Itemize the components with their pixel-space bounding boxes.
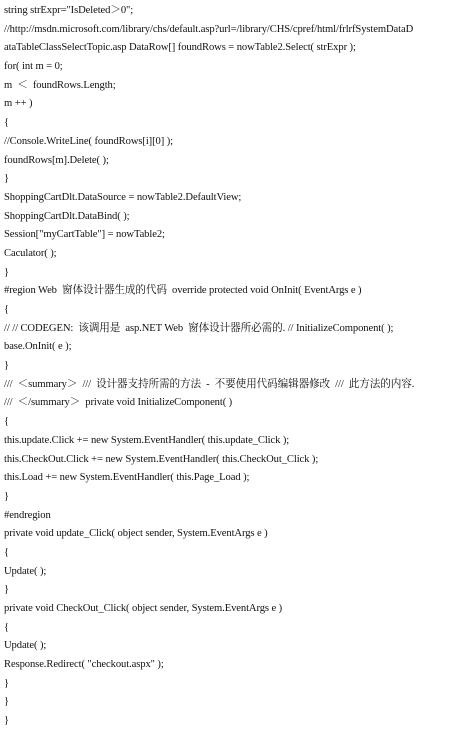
code-line: { [4, 546, 9, 558]
code-line: ShoppingCartDlt.DataSource = nowTable2.DefaultView; [4, 191, 242, 203]
code-line: /// ＜/summary＞ private void InitializeComponent( ) [4, 397, 233, 409]
code-line: private void CheckOut_Click( object sender, System.EventArgs e ) [4, 603, 283, 614]
code-line: m ＜ foundRows.Length; [4, 79, 116, 91]
code-line: #region Web 窗体设计器生成的代码 override protected void OnInit( EventArgs e ) [4, 285, 362, 297]
code-line: } [4, 173, 9, 185]
code-line: } [4, 584, 9, 596]
code-line: string strExpr="IsDeleted＞0"; [4, 5, 134, 16]
code-line: Response.Redirect( "checkout.aspx" ); [4, 659, 164, 671]
code-line: { [4, 621, 9, 633]
code-line: //http://msdn.microsoft.com/library/chs/default.asp?url=/library/CHS/cpref/html/frlrfSystemDataD [4, 23, 414, 35]
code-line: Update( ); [4, 640, 47, 652]
code-line: //Console.WriteLine( foundRows[i][0] ); [4, 135, 173, 147]
code-line: } [4, 677, 9, 689]
code-line: { [4, 416, 9, 428]
code-line: base.OnInit( e ); [4, 341, 72, 353]
code-line: Update( ); [4, 565, 47, 577]
code-line: this.Load += new System.EventHandler( this.Page_Load ); [4, 472, 250, 484]
code-line: /// ＜summary＞ /// 设计器支持所需的方法 - 不要使用代码编辑器修改 /// 此方法的内容. [4, 378, 415, 390]
code-line: this.update.Click += new System.EventHandler( this.update_Click ); [4, 434, 290, 446]
code-line: foundRows[m].Delete( ); [4, 154, 109, 166]
code-line: private void update_Click( object sender, System.EventArgs e ) [4, 528, 268, 540]
code-line: #endregion [4, 509, 51, 521]
code-line: } [4, 360, 9, 372]
code-line: } [4, 490, 9, 502]
code-document [4, 2, 460, 731]
code-line: Session["myCartTable"] = nowTable2; [4, 229, 165, 241]
code-line: { [4, 304, 9, 315]
code-line: m ++ ) [4, 98, 33, 110]
code-line: } [4, 266, 9, 278]
code-line: Caculator( ); [4, 247, 57, 259]
code-line: for( int m = 0; [4, 61, 63, 73]
code-line: // // CODEGEN: 该调用是 asp.NET Web 窗体设计器所必需的. // InitializeComponent( ); [4, 322, 394, 334]
code-line: } [4, 696, 9, 708]
code-line: ataTableClassSelectTopic.asp DataRow[] foundRows = nowTable2.Select( strExpr ); [4, 42, 356, 54]
code-line: ShoppingCartDlt.DataBind( ); [4, 210, 130, 222]
code-line: } [4, 715, 9, 727]
code-line: this.CheckOut.Click += new System.EventHandler( this.CheckOut_Click ); [4, 453, 319, 465]
code-line: { [4, 117, 9, 129]
